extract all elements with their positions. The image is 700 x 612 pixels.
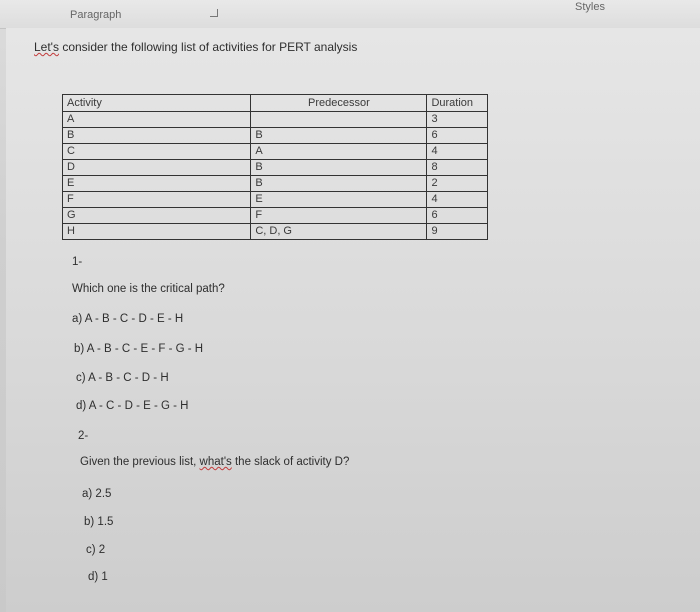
q2-option-a: a) 2.5 [82, 488, 112, 500]
intro-text: Let's consider the following list of activities for PERT analysis [34, 40, 358, 54]
table-row: H C, D, G 9 [63, 224, 488, 240]
table-header-row [63, 95, 488, 112]
pert-activity-table [62, 94, 488, 240]
ribbon-bar [0, 0, 700, 29]
header-duration: Duration [427, 95, 488, 112]
spelling-error-word[interactable]: Let's [34, 40, 59, 54]
q1-option-b: b) A - B - C - E - F - G - H [74, 343, 204, 355]
question-2-text: Given the previous list, what's the slack of activity D? [80, 456, 350, 468]
table-row: B B 6 [63, 128, 488, 144]
table-row: D B 8 [63, 160, 488, 176]
question-2-number: 2- [78, 430, 89, 442]
styles-group-label: Styles [575, 1, 605, 13]
table-row: F E 4 [63, 192, 488, 208]
question-1-number: 1- [72, 256, 83, 268]
paragraph-group-label: Paragraph [70, 9, 122, 21]
document-page[interactable] [6, 28, 700, 612]
table-row: G F 6 [63, 208, 488, 224]
q1-option-d: d) A - C - D - E - G - H [76, 400, 189, 412]
spelling-error-word[interactable]: what's [199, 456, 232, 468]
q2-option-c: c) 2 [86, 544, 106, 556]
table-row: C A 4 [63, 144, 488, 160]
paragraph-dialog-launcher-icon[interactable] [210, 9, 218, 17]
question-1-text: Which one is the critical path? [72, 283, 225, 295]
q1-option-c: c) A - B - C - D - H [76, 372, 169, 384]
q2-option-b: b) 1.5 [84, 516, 114, 528]
q2-option-d: d) 1 [88, 571, 108, 583]
q1-option-a: a) A - B - C - D - E - H [72, 313, 184, 325]
header-predecessor: Predecessor [251, 95, 427, 112]
table-row: E B 2 [63, 176, 488, 192]
table-row: A 3 [63, 112, 488, 128]
header-activity: Activity [63, 95, 251, 112]
